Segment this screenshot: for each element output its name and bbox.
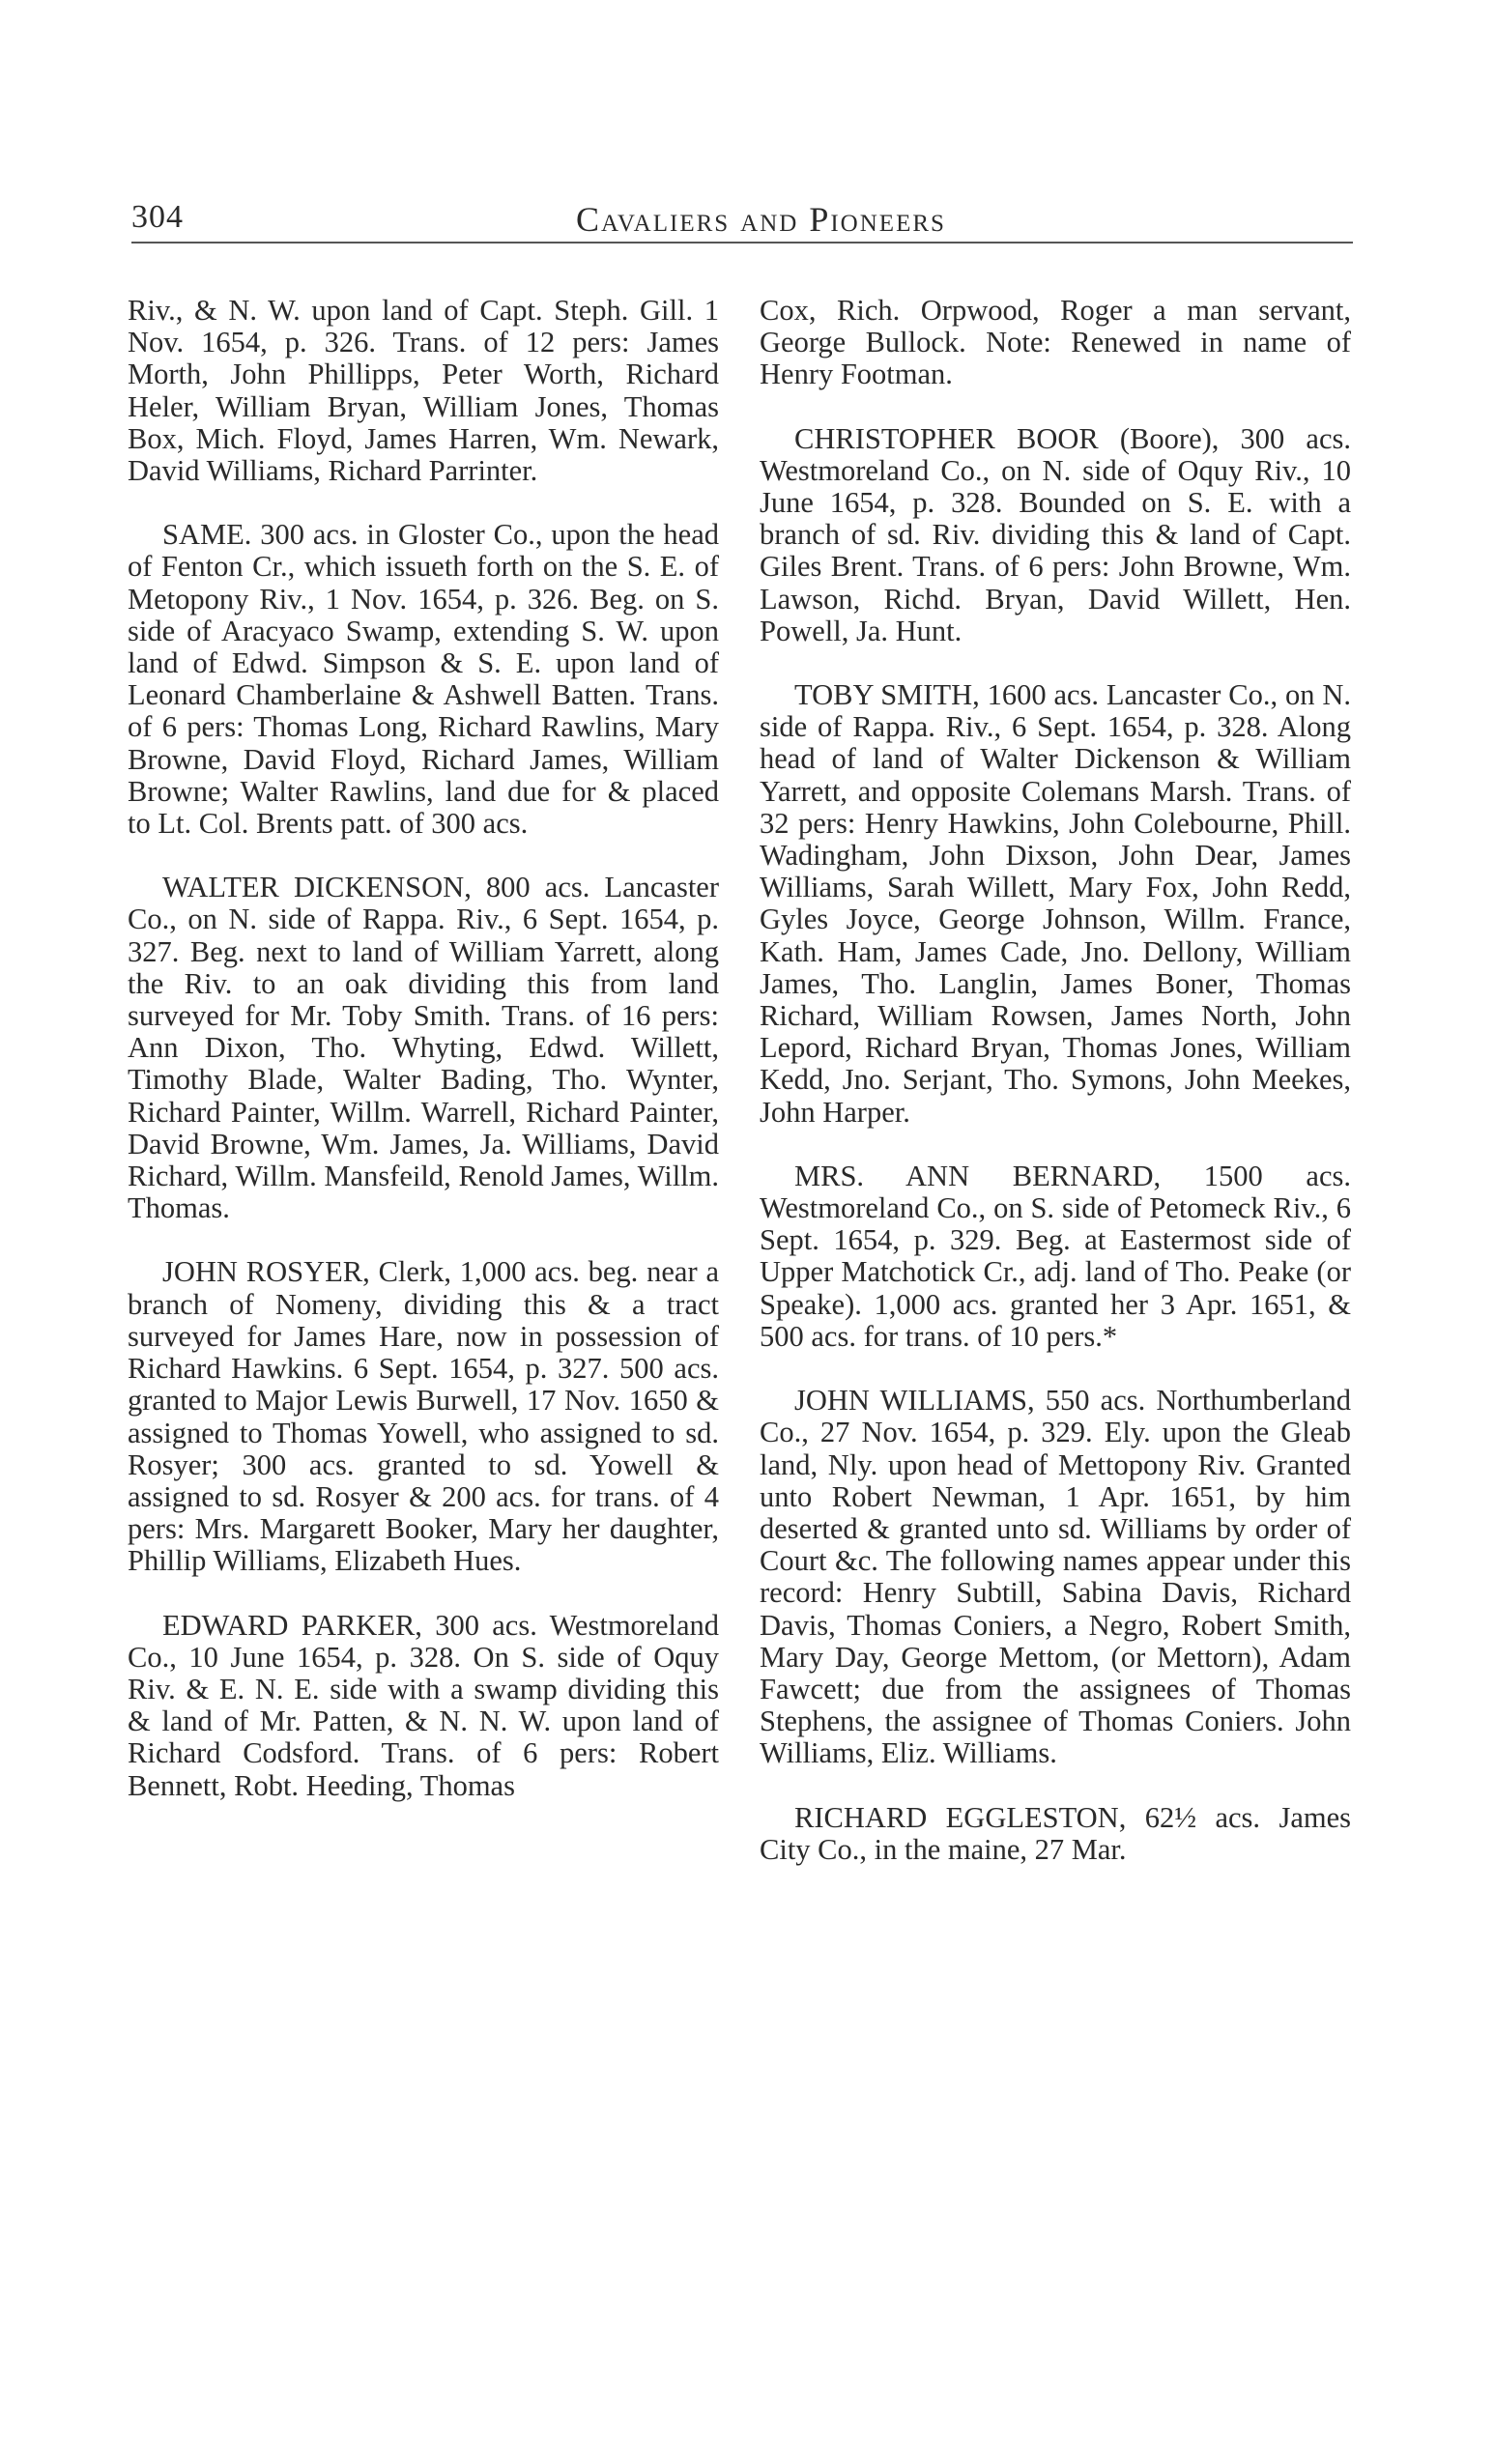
entry-john-williams: JOHN WILLIAMS, 550 acs. Northumberland Co., 27 Nov. 1654, p. 329. Ely. upon the Gleab land, Nly. upon head of Mettopony Riv. Granted unto Robert Newman, 1 Apr. 1651, by him deserted & granted unto sd. Williams by order of Court &c. The following names appear under this record: Henry Subtill, Sabina Davis, Richard Davis, Thomas Coniers, a Negro, Robert Smith, Mary Day, George Mettom, (or Mettorn), Adam Fawcett; due from the assignees of Thomas Stephens, the assignee of Thomas Coniers. John Williams, Eliz. Williams. <box>760 1384 1351 1770</box>
page-number: 304 <box>131 199 184 235</box>
running-title: Cavaliers and Pioneers <box>576 200 946 239</box>
header-rule <box>131 242 1353 244</box>
right-column <box>760 295 1351 1866</box>
entry-continued: Riv., & N. W. upon land of Capt. Steph. Gill. 1 Nov. 1654, p. 326. Trans. of 12 pers: James Morth, John Phillipps, Peter Worth, Richard Heler, William Bryan, William Jones, Thomas Box, Mich. Floyd, James Harren, Wm. Newark, David Williams, Richard Parrinter. <box>128 294 719 488</box>
entry-ann-bernard: MRS. ANN BERNARD, 1500 acs. Westmoreland Co., on S. side of Petomeck Riv., 6 Sept. 1654, p. 329. Beg. at Eastermost side of Upper Matchotick Cr., adj. land of Tho. Peake (or Speake). 1,000 acs. granted her 3 Apr. 1651, & 500 acs. for trans. of 10 pers.* <box>760 1159 1351 1353</box>
entry-john-rosyer: JOHN ROSYER, Clerk, 1,000 acs. beg. near a branch of Nomeny, dividing this & a tract surveyed for James Hare, now in possession of Richard Hawkins. 6 Sept. 1654, p. 327. 500 acs. granted to Major Lewis Burwell, 17 Nov. 1650 & assigned to Thomas Yowell, who assigned to sd. Rosyer; 300 acs. granted to sd. Yowell & assigned to sd. Rosyer & 200 acs. for trans. of 4 pers: Mrs. Margarett Booker, Mary her daughter, Phillip Williams, Elizabeth Hues. <box>128 1255 719 1578</box>
left-column <box>128 295 719 1802</box>
entry-christopher-boor: CHRISTOPHER BOOR (Boore), 300 acs. Westmoreland Co., on N. side of Oquy Riv., 10 June 1654, p. 328. Bounded on S. E. with a branch of sd. Riv. dividing this & land of Capt. Giles Brent. Trans. of 6 pers: John Browne, Wm. Lawson, Richd. Bryan, David Willett, Hen. Powell, Ja. Hunt. <box>760 421 1351 647</box>
entry-edward-parker: EDWARD PARKER, 300 acs. Westmoreland Co., 10 June 1654, p. 328. On S. side of Oquy Riv. & E. N. E. side with a swamp dividing this & land of Mr. Patten, & N. N. W. upon land of Richard Codsford. Trans. of 6 pers: Robert Bennett, Robt. Heeding, Thomas <box>128 1608 719 1802</box>
page-header <box>131 191 1353 239</box>
entry-walter-dickenson: WALTER DICKENSON, 800 acs. Lancaster Co., on N. side of Rappa. Riv., 6 Sept. 1654, p. 327. Beg. next to land of William Yarrett, along the Riv. to an oak dividing this from land surveyed for Mr. Toby Smith. Trans. of 16 pers: Ann Dixon, Tho. Whyting, Edwd. Willett, Timothy Blade, Walter Bading, Tho. Wynter, Richard Painter, Willm. Warrell, Richard Painter, David Browne, Wm. James, Ja. Williams, David Richard, Willm. Mansfeild, Renold James, Willm. Thomas. <box>128 871 719 1225</box>
entry-same: SAME. 300 acs. in Gloster Co., upon the head of Fenton Cr., which issueth forth on the S. E. of Metopony Riv., 1 Nov. 1654, p. 326. Beg. on S. side of Aracyaco Swamp, extending S. W. upon land of Edwd. Simpson & S. E. upon land of Leonard Chamberlaine & Ashwell Batten. Trans. of 6 pers: Thomas Long, Richard Rawlins, Mary Browne, David Floyd, Richard James, William Browne; Walter Rawlins, land due for & placed to Lt. Col. Brents patt. of 300 acs. <box>128 518 719 841</box>
entry-richard-eggleston: RICHARD EGGLESTON, 62½ acs. James City Co., in the maine, 27 Mar. <box>760 1800 1351 1866</box>
entry-toby-smith: TOBY SMITH, 1600 acs. Lancaster Co., on N. side of Rappa. Riv., 6 Sept. 1654, p. 328. Along head of land of Walter Dickenson & William Yarrett, and opposite Colemans Marsh. Trans. of 32 pers: Henry Hawkins, John Colebourne, Phill. Wadingham, John Dixson, John Dear, James Williams, Sarah Willett, Mary Fox, John Redd, Gyles Joyce, George Johnson, Willm. France, Kath. Ham, James Cade, Jno. Dellony, William James, Tho. Langlin, James Boner, Thomas Richard, William Rowsen, James North, John Lepord, Richard Bryan, Thomas Jones, William Kedd, Jno. Serjant, Tho. Symons, John Meekes, John Harper. <box>760 678 1351 1129</box>
entry-continued: Cox, Rich. Orpwood, Roger a man servant, George Bullock. Note: Renewed in name of Henry Footman. <box>760 294 1351 391</box>
